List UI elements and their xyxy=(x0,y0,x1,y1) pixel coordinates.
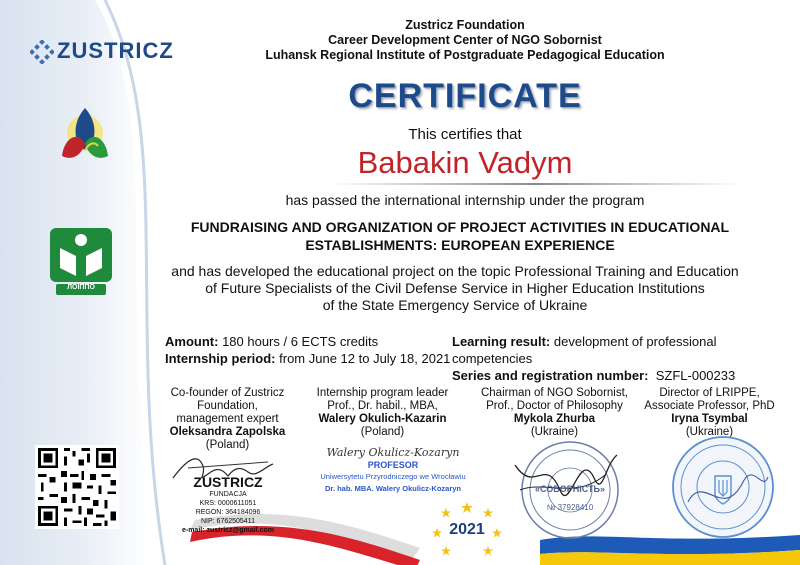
year-label: 2021 xyxy=(449,521,485,538)
signatory-role: Prof., Doctor of Philosophy xyxy=(486,400,623,412)
professor-title: PROFESOR xyxy=(367,460,419,470)
header-line-2: Career Development Center of NGO Sobornist xyxy=(328,33,602,47)
amount-label: Amount: xyxy=(165,334,219,349)
zustricz-stamp xyxy=(178,475,278,535)
signatory-1 xyxy=(150,387,305,452)
stamp-regon: REGON: 364184096 xyxy=(195,509,261,516)
professor-script-signature: Walery Okulicz-Kozaryn xyxy=(326,446,460,459)
result-value: development of professional competencies xyxy=(452,334,717,366)
program-title xyxy=(180,218,740,254)
signatory-country: (Poland) xyxy=(205,439,250,451)
signatory-name: Walery Okulich-Kazarin xyxy=(318,413,447,425)
signatory-country: (Ukraine) xyxy=(530,426,579,438)
passed-text: has passed the international internship under the program xyxy=(285,192,645,208)
signatory-name: Oleksandra Zapolska xyxy=(169,426,286,438)
professor-university: Uniwersytetu Przyrodniczego we Wrocławiu xyxy=(320,472,466,481)
name-underline xyxy=(330,183,740,185)
project-description xyxy=(160,263,750,314)
stamp-krs: KRS: 0000611051 xyxy=(199,500,257,507)
signatory-name: Iryna Tsymbal xyxy=(671,413,748,425)
header xyxy=(200,18,730,63)
signatory-2 xyxy=(305,387,460,439)
signatory-role: Prof., Dr. habil., MBA, xyxy=(327,400,438,412)
lrippe-seal xyxy=(668,432,778,542)
sobornist-logo-icon xyxy=(50,100,120,170)
signatory-country: (Poland) xyxy=(360,426,405,438)
seal-number: № 37928410 xyxy=(546,503,594,512)
professor-name-line: Dr. hab. MBA. Walery Okulicz-Kozaryn xyxy=(325,484,461,493)
seal-center-text: «СОБОРНІСТЬ» xyxy=(535,484,606,494)
project-line-2: of Future Specialists of the Civil Defense Service in Higher Education Institutions xyxy=(205,280,705,296)
signatory-3 xyxy=(477,387,632,439)
stamp-nip: NIP: 6762505411 xyxy=(201,518,255,525)
certificate-title: CERTIFICATE xyxy=(348,77,582,115)
zustricz-logo-text: ZUSTRICZ xyxy=(57,38,174,63)
certifies-text: This certifies that xyxy=(408,126,522,143)
stamp-brand: ZUSTRICZ xyxy=(193,474,263,490)
project-line-1: and has developed the educational project on the topic Professional Training and Education xyxy=(171,263,739,279)
facts-right xyxy=(452,333,800,384)
signatory-role: Director of LRIPPE, xyxy=(659,387,760,399)
signatory-name: Mykola Zhurba xyxy=(513,413,596,425)
series-row xyxy=(452,367,800,384)
result-label: Learning result: xyxy=(452,334,551,349)
period-row xyxy=(165,350,450,367)
project-line-3: of the State Emergency Service of Ukraine xyxy=(322,297,588,313)
zustricz-logo-icon xyxy=(30,40,54,64)
loippo-label: ЛОІППО xyxy=(67,284,95,291)
series-value: SZFL-000233 xyxy=(655,368,736,383)
qr-code-icon[interactable] xyxy=(35,445,119,529)
professor-stamp xyxy=(298,447,488,495)
period-value: from June 12 to July 18, 2021 xyxy=(279,351,451,366)
signatory-role: Co-founder of Zustricz Foundation, xyxy=(170,387,285,412)
amount-value: 180 hours / 6 ECTS credits xyxy=(222,334,379,349)
signatory-role: Associate Professor, PhD xyxy=(644,400,775,412)
stamp-email: e-mail: zustricz@gmail.com xyxy=(181,527,274,534)
recipient-name: Babakin Vadym xyxy=(357,145,573,180)
program-line-2: ESTABLISHMENTS: EUROPEAN EXPERIENCE xyxy=(305,237,615,253)
program-line-1: FUNDRAISING AND ORGANIZATION OF PROJECT ACTIVITIES IN EDUCATIONAL xyxy=(190,219,730,235)
signatory-role: Internship program leader xyxy=(316,387,449,399)
series-label: Series and registration number: xyxy=(452,368,649,383)
header-line-3: Luhansk Regional Institute of Postgraduate Pedagogical Education xyxy=(265,48,665,62)
facts-left xyxy=(165,333,450,367)
amount-row xyxy=(165,333,450,350)
signatory-role: Chairman of NGO Sobornist, xyxy=(480,387,628,399)
signatory-role: management expert xyxy=(176,413,279,425)
signatory-country: (Ukraine) xyxy=(685,426,734,438)
period-label: Internship period: xyxy=(165,351,276,366)
result-row xyxy=(452,333,800,367)
header-line-1: Zustricz Foundation xyxy=(405,18,525,32)
stamp-sub: FUNDACJA xyxy=(209,491,247,498)
